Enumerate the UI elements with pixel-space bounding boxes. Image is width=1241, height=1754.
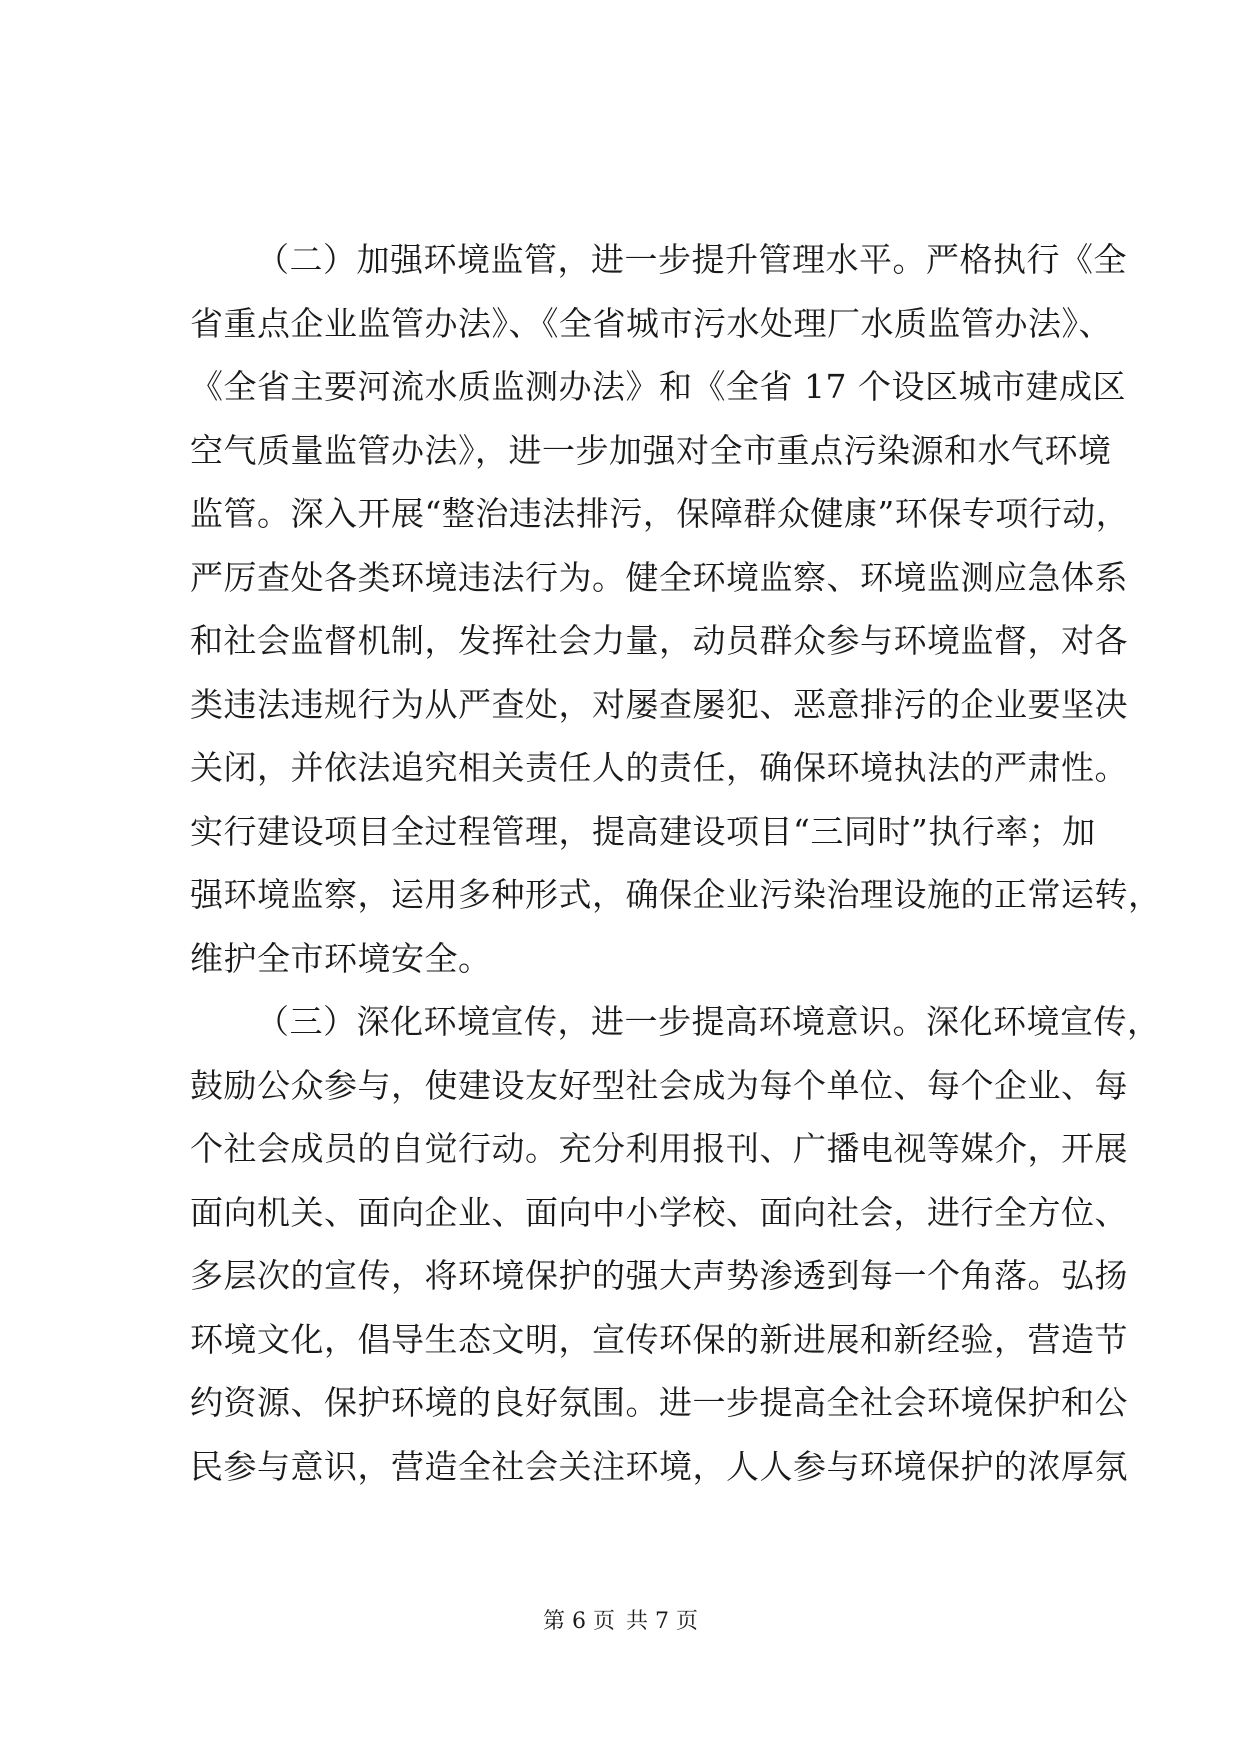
text-line: 和社会监督机制，发挥社会力量，动员群众参与环境监督，对各 (190, 621, 1128, 660)
text-line: 关闭，并依法追究相关责任人的责任，确保环境执法的严肃性。 (190, 748, 1128, 787)
text-line: 《全省主要河流水质监测办法》和《全省 17 个设区城市建成区 (190, 367, 1126, 406)
text-line: 面向机关、面向企业、面向中小学校、面向社会，进行全方位、 (190, 1192, 1128, 1232)
text-line: （二）加强环境监管，进一步提升管理水平。严格执行《全 (256, 240, 1127, 279)
paragraph-section-3 (190, 990, 1161, 1498)
text-line: 类违法违规行为从严查处，对屡查屡犯、恶意排污的企业要坚决 (190, 684, 1128, 724)
document-body (190, 228, 1162, 1498)
text-line: 民参与意识，营造全社会关注环境，人人参与环境保护的浓厚氛 (190, 1446, 1128, 1486)
text-line: 环境文化，倡导生态文明，宣传环保的新进展和新经验，营造节 (190, 1319, 1128, 1359)
text-line: 强环境监察，运用多种形式，确保企业污染治理设施的正常运转， (190, 875, 1162, 914)
text-line: 实行建设项目全过程管理，提高建设项目“三同时”执行率；加 (190, 811, 1096, 851)
text-line: 维护全市环境安全。 (190, 938, 492, 978)
text-line: 个社会成员的自觉行动。充分利用报刊、广播电视等媒介，开展 (190, 1129, 1128, 1168)
text-line: 空气质量监管办法》，进一步加强对全市重点污染源和水气环境 (190, 430, 1112, 470)
paragraph-section-2 (190, 228, 1162, 990)
text-line: 监管。深入开展“整治违法排污，保障群众健康”环保专项行动， (190, 494, 1130, 533)
text-line: 省重点企业监管办法》、《全省城市污水处理厂水质监管办法》、 (190, 303, 1112, 343)
text-line: （三）深化环境宣传，进一步提高环境意识。深化环境宣传， (256, 1002, 1161, 1041)
text-line: 多层次的宣传，将环境保护的强大声势渗透到每一个角落。弘扬 (190, 1256, 1128, 1295)
text-line: 鼓励公众参与，使建设友好型社会成为每个单位、每个企业、每 (190, 1065, 1128, 1105)
page-footer (0, 1608, 1241, 1636)
text-line: 约资源、保护环境的良好氛围。进一步提高全社会环境保护和公 (190, 1383, 1128, 1422)
text-line: 严厉查处各类环境违法行为。健全环境监察、环境监测应急体系 (190, 557, 1128, 597)
page-number: 第 6 页 (543, 1609, 615, 1634)
page-total: 共 7 页 (626, 1609, 698, 1634)
